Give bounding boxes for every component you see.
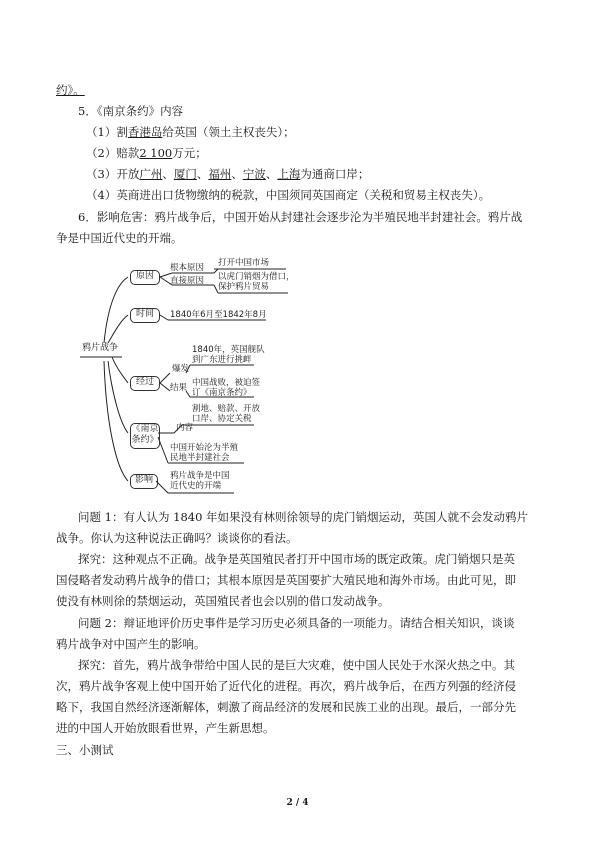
impact-paragraph-line2: 争是中国近代史的开端。 [56, 231, 183, 245]
page-number: 2 / 4 [286, 798, 309, 808]
cause-text-2a: 以虎门销烟为借口， [218, 272, 295, 282]
process-text-1b: 到广东进行挑衅 [192, 355, 252, 365]
answer-2-line2: 次，鸦片战争客观上使中国开始了近代化的进程。再次，鸦片战争后，在西方列强的经济侵 [56, 679, 516, 693]
branch-impact: 影响 [130, 474, 158, 489]
heading-treaty-content: 5．《南京条约》内容 [78, 104, 184, 118]
section-heading-quiz: 三、小测试 [56, 743, 114, 757]
answer-2-line4: 进的中国人开始放眼看世界，产生新思想。 [56, 721, 275, 735]
branch-time: 时间 [130, 308, 160, 323]
question-2-line1: 问题 2：辩证地评价历史事件是学习历史必须具备的一项能力。请结合相关知识，谈谈 [78, 616, 515, 630]
answer-2-line1: 探究：首先，鸦片战争带给中国人民的是巨大灾难，使中国人民处于水深火热之中。其 [78, 658, 515, 672]
treaty-text-2a: 中国开始沦为半殖 [170, 443, 239, 453]
content-label: 内容 [176, 423, 194, 433]
branch-treaty: 《南京 条约》 [130, 423, 160, 449]
treaty-item-4: （4）英商进出口货物缴纳的税款，中国须同英国商定（关税和贸易主权丧失）。 [86, 188, 491, 202]
direct-cause-label: 直接原因 [170, 276, 205, 286]
answer-1-line2: 国侵略者发动鸦片战争的借口；其根本原因是英国要扩大殖民地和海外市场。由此可见，即 [56, 573, 516, 587]
answer-1-line3: 使没有林则徐的禁烟运动，英国殖民者也会以别的借口发动战争。 [56, 594, 390, 608]
question-2-line2: 鸦片战争对中国产生的影响。 [56, 637, 206, 651]
continued-text: 约》。 [56, 83, 85, 97]
answer-1-line1: 探究：这种观点不正确。战争是英国殖民者打开中国市场的既定政策。虎门销烟只是英 [78, 552, 515, 566]
treaty-item-3: （3）开放广州、厦门、福州、宁波、上海为通商口岸； [86, 167, 370, 181]
cause-text-1: 打开中国市场 [218, 258, 270, 268]
outbreak-label: 爆发 [172, 364, 190, 374]
process-text-2b: 订《南京条约》 [192, 388, 252, 398]
treaty-item-1: （1）割香港岛给英国（领土主权丧失）； [86, 125, 295, 139]
branch-cause: 原因 [130, 270, 160, 285]
treaty-item-2: （2）赔款2 100万元； [86, 146, 207, 160]
cause-text-2b: 保护鸦片贸易 [218, 282, 270, 292]
process-text-2a: 中国战败，被迫签 [192, 378, 261, 388]
treaty-text-2b: 民地半封建社会 [170, 453, 230, 463]
result-label: 结果 [170, 383, 188, 393]
answer-2-line3: 略下，我国自然经济逐渐解体，刺激了商品经济的发展和民族工业的出现。最后，一部分先 [56, 700, 516, 714]
mind-map-root: 鸦片战争 [81, 343, 118, 353]
opium-war-mind-map [78, 258, 318, 498]
root-cause-label: 根本原因 [170, 263, 205, 273]
treaty-text-1b: 口岸、协定关税 [192, 414, 252, 424]
process-text-1a: 1840年，英国舰队 [192, 345, 265, 355]
impact-text-b: 近代史的开端 [170, 481, 222, 491]
question-1-line2: 战争。你认为这种说法正确吗？谈谈你的看法。 [56, 531, 298, 545]
impact-text-a: 鸦片战争是中国 [170, 471, 230, 481]
branch-process: 经过 [130, 376, 160, 391]
impact-paragraph-line1: 6．影响危害：鸦片战争后，中国开始从封建社会逐步沦为半殖民地半封建社会。鸦片战 [78, 210, 523, 224]
time-text: 1840年6月至1842年8月 [170, 310, 267, 320]
question-1-line1: 问题 1：有人认为 1840 年如果没有林则徐领导的虎门销烟运动，英国人就不会发动鸦片 [78, 510, 529, 524]
treaty-text-1a: 割地、赔款、开放 [192, 404, 261, 414]
